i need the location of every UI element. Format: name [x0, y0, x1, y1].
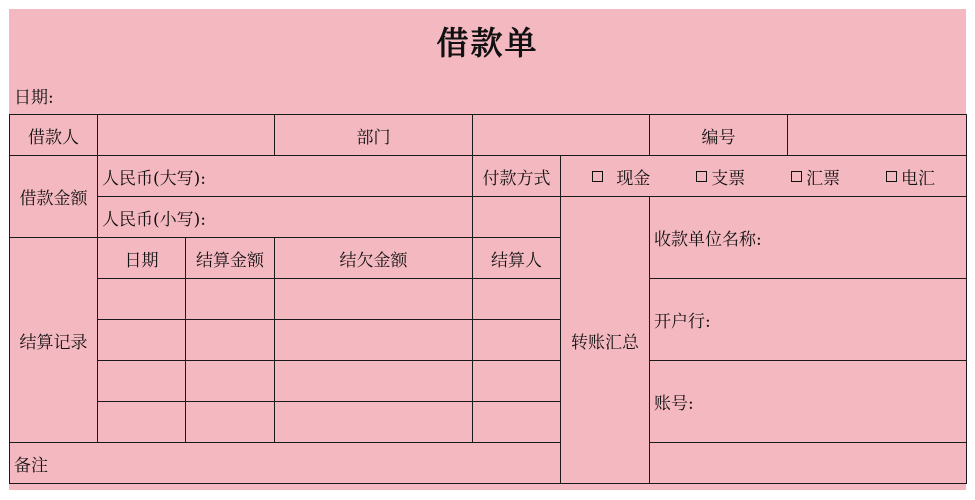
loan-amount-label: 借款金额: [10, 156, 98, 238]
account-field[interactable]: 账号:: [650, 361, 967, 443]
number-field[interactable]: [788, 115, 967, 156]
settlement-cell[interactable]: [473, 320, 561, 361]
checkbox-icon[interactable]: [696, 171, 707, 182]
settlement-cell[interactable]: [275, 361, 473, 402]
settlement-cell[interactable]: [186, 279, 275, 320]
department-field[interactable]: [473, 115, 650, 156]
payee-name-field[interactable]: 收款单位名称:: [650, 197, 967, 279]
settlement-cell[interactable]: [98, 361, 186, 402]
settlement-cell[interactable]: [186, 320, 275, 361]
payment-method-label: 付款方式: [473, 156, 561, 197]
settlement-header-amount: 结算金额: [186, 238, 275, 279]
checkbox-icon[interactable]: [791, 171, 802, 182]
settlement-header-person: 结算人: [473, 238, 561, 279]
bank-field[interactable]: 开户行:: [650, 279, 967, 361]
transfer-summary-label: 转账汇总: [561, 197, 650, 484]
remarks-field[interactable]: 备注: [10, 443, 967, 484]
rmb-uppercase-field[interactable]: 人民币(大写):: [98, 156, 473, 197]
checkbox-icon[interactable]: [592, 171, 603, 182]
settlement-cell[interactable]: [186, 402, 275, 443]
department-label: 部门: [275, 115, 473, 156]
settlement-cell[interactable]: [186, 361, 275, 402]
rmb-lowercase-field[interactable]: 人民币(小写):: [98, 197, 473, 238]
settlement-header-date: 日期: [98, 238, 186, 279]
option-draft[interactable]: [791, 164, 840, 189]
settlement-cell[interactable]: [275, 320, 473, 361]
settlement-cell[interactable]: [98, 279, 186, 320]
settlement-header-owed: 结欠金额: [275, 238, 473, 279]
settlement-cell[interactable]: [275, 402, 473, 443]
number-label: 编号: [650, 115, 788, 156]
option-draft-label: 汇票: [806, 168, 841, 189]
date-label: 日期:: [14, 88, 54, 108]
option-check-label: 支票: [711, 168, 746, 189]
form-title: 借款单: [436, 24, 539, 62]
borrower-label: 借款人: [10, 115, 98, 156]
option-wire[interactable]: [886, 164, 935, 189]
option-wire-label: 电汇: [901, 168, 936, 189]
settlement-cell[interactable]: [473, 402, 561, 443]
option-cash[interactable]: [592, 164, 650, 189]
settlement-cell[interactable]: [473, 279, 561, 320]
checkbox-icon[interactable]: [886, 171, 897, 182]
settlement-cell[interactable]: [275, 279, 473, 320]
settlement-cell[interactable]: [98, 402, 186, 443]
settlement-cell[interactable]: [98, 320, 186, 361]
settlement-record-label: 结算记录: [10, 238, 98, 443]
borrower-field[interactable]: [98, 115, 275, 156]
payment-method-options: [561, 156, 967, 197]
loan-form-table: [9, 114, 967, 484]
settlement-cell[interactable]: [473, 361, 561, 402]
option-check[interactable]: [696, 164, 745, 189]
option-cash-label: 现金: [616, 168, 651, 189]
lowercase-extra-cell[interactable]: [473, 197, 561, 238]
